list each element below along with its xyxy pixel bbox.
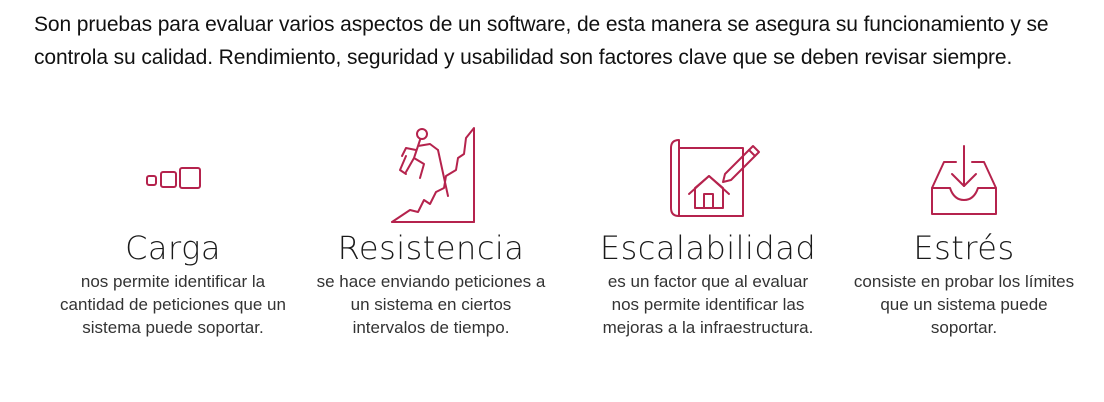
mountain-climber-icon: [366, 118, 496, 228]
card-description: se hace enviando peticiones a un sistema en ciertos intervalos de tiempo.: [316, 272, 546, 337]
inbox-download-icon: [904, 118, 1024, 228]
card-escalabilidad: [593, 118, 823, 339]
blueprint-house-icon: [643, 118, 773, 228]
card-estres: [849, 118, 1079, 339]
card-title: Carga: [125, 229, 221, 267]
intro-paragraph: Son pruebas para evaluar varios aspectos de un software, de esta manera se asegura su funcionamiento y se controla su calidad. Rendimiento, seguridad y usabilidad son factores clave que se deben revisar siempre.: [34, 13, 1049, 69]
card-carga: [58, 118, 288, 339]
card-description: nos permite identificar la cantidad de peticiones que un sistema puede soportar.: [60, 272, 286, 337]
stacked-squares-icon: [113, 118, 233, 228]
card-description: es un factor que al evaluar nos permite identificar las mejoras a la infraestructura.: [602, 272, 814, 337]
card-description: consiste en probar los límites que un sistema puede soportar.: [853, 272, 1075, 337]
card-title: Estrés: [913, 229, 1015, 267]
card-resistencia: [316, 118, 546, 339]
card-title: Escalabilidad: [599, 229, 817, 267]
card-title: Resistencia: [337, 229, 525, 267]
